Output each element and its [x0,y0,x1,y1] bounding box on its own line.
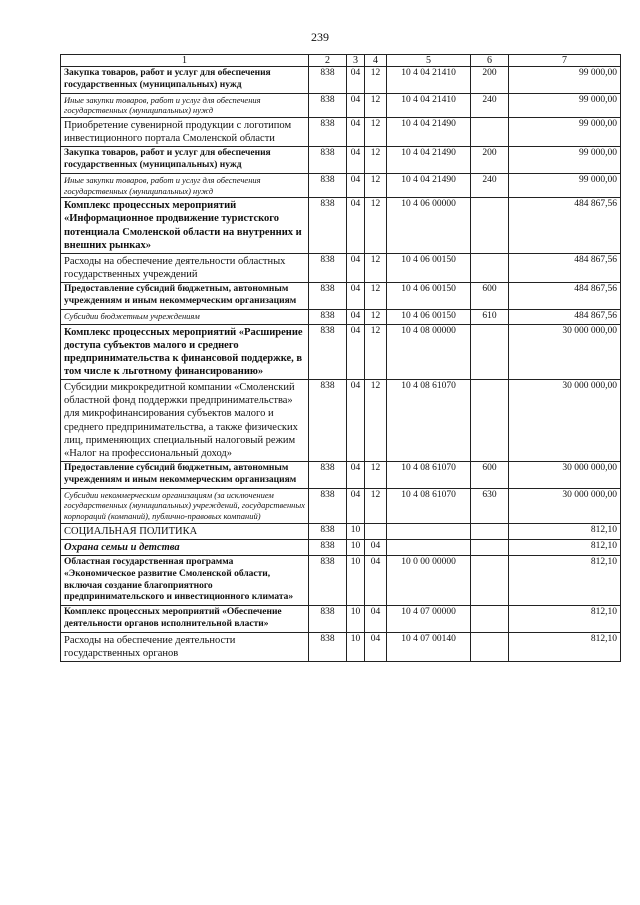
col-header-sum: 7 [509,55,621,67]
row-sum-cell: 30 000 000,00 [509,324,621,380]
row-name-cell: Иные закупки товаров, работ и услуг для обеспечения государственных (муниципальных) нужд [61,174,309,198]
table-row [61,253,621,282]
row-csr-cell: 10 0 00 00000 [387,555,471,606]
row-vr-cell [471,633,509,662]
col-header-pr: 4 [365,55,387,67]
row-name-cell: Комплекс процессных мероприятий «Обеспечение деятельности органов исполнительной власти» [61,606,309,633]
row-pr-cell [365,523,387,539]
col-header-csr: 5 [387,55,471,67]
row-ved-cell: 838 [309,67,347,94]
row-name-cell: Закупка товаров, работ и услуг для обеспечения государственных (муниципальных) нужд [61,147,309,174]
row-name-cell: СОЦИАЛЬНАЯ ПОЛИТИКА [61,523,309,539]
row-rz-cell: 04 [347,488,365,523]
row-csr-cell: 10 4 04 21490 [387,147,471,174]
row-vr-cell [471,555,509,606]
row-csr-cell: 10 4 04 21410 [387,93,471,117]
row-name-cell: Областная государственная программа «Экономическое развитие Смоленской области, включая создание благоприятного предпринимательского и инвестиционного климата» [61,555,309,606]
row-sum-cell: 30 000 000,00 [509,380,621,462]
row-ved-cell: 838 [309,283,347,310]
row-rz-cell: 04 [347,461,365,488]
row-rz-cell: 04 [347,380,365,462]
table-row [61,555,621,606]
row-sum-cell: 812,10 [509,523,621,539]
table-row [61,461,621,488]
row-rz-cell: 10 [347,555,365,606]
row-ved-cell: 838 [309,309,347,324]
row-csr-cell: 10 4 06 00150 [387,309,471,324]
table-row [61,118,621,147]
row-name-cell: Приобретение сувенирной продукции с логотипом инвестиционного портала Смоленской области [61,118,309,147]
row-pr-cell: 12 [365,118,387,147]
row-pr-cell: 12 [365,324,387,380]
row-rz-cell: 10 [347,633,365,662]
row-vr-cell [471,523,509,539]
row-name-cell: Комплекс процессных мероприятий «Информационное продвижение туристского потенциала Смоленской области на внутренних и внешних рынках» [61,198,309,254]
row-name-cell: Охрана семьи и детства [61,539,309,555]
row-vr-cell [471,198,509,254]
row-ved-cell: 838 [309,606,347,633]
row-vr-cell [471,606,509,633]
table-row [61,380,621,462]
row-vr-cell: 240 [471,174,509,198]
row-sum-cell: 812,10 [509,606,621,633]
row-name-cell: Предоставление субсидий бюджетным, автономным учреждениям и иным некоммерческим организациям [61,283,309,310]
table-row [61,198,621,254]
table-row [61,283,621,310]
row-ved-cell: 838 [309,555,347,606]
row-name-cell: Комплекс процессных мероприятий «Расширение доступа субъектов малого и среднего предпринимательства к финансовой поддержке, в том числе к льготному финансированию» [61,324,309,380]
row-rz-cell: 04 [347,174,365,198]
table-row [61,93,621,117]
row-rz-cell: 04 [347,93,365,117]
table-row [61,324,621,380]
table-row [61,488,621,523]
row-pr-cell: 04 [365,606,387,633]
row-vr-cell: 630 [471,488,509,523]
row-rz-cell: 04 [347,309,365,324]
row-csr-cell: 10 4 08 61070 [387,488,471,523]
row-rz-cell: 04 [347,324,365,380]
row-vr-cell: 610 [471,309,509,324]
row-sum-cell: 99 000,00 [509,67,621,94]
row-pr-cell: 04 [365,633,387,662]
row-rz-cell: 04 [347,283,365,310]
row-pr-cell: 12 [365,461,387,488]
row-name-cell: Расходы на обеспечение деятельности областных государственных учреждений [61,253,309,282]
row-ved-cell: 838 [309,539,347,555]
row-sum-cell: 99 000,00 [509,174,621,198]
row-name-cell: Субсидии некоммерческим организациям (за исключением государственных (муниципальных) учреждений, государственных корпораций (компаний), публично-правовых компаний) [61,488,309,523]
row-vr-cell: 200 [471,67,509,94]
row-sum-cell: 484 867,56 [509,309,621,324]
row-ved-cell: 838 [309,118,347,147]
col-header-ved: 2 [309,55,347,67]
row-pr-cell: 12 [365,198,387,254]
row-csr-cell: 10 4 08 61070 [387,380,471,462]
row-sum-cell: 812,10 [509,633,621,662]
row-ved-cell: 838 [309,380,347,462]
row-sum-cell: 30 000 000,00 [509,461,621,488]
col-header-rz: 3 [347,55,365,67]
header-row [61,55,621,67]
row-csr-cell [387,539,471,555]
row-rz-cell: 04 [347,67,365,94]
row-csr-cell: 10 4 06 00150 [387,283,471,310]
row-vr-cell [471,253,509,282]
row-csr-cell: 10 4 04 21410 [387,67,471,94]
table-row [61,606,621,633]
row-ved-cell: 838 [309,198,347,254]
row-rz-cell: 04 [347,147,365,174]
row-ved-cell: 838 [309,147,347,174]
row-sum-cell: 812,10 [509,539,621,555]
row-pr-cell: 12 [365,67,387,94]
table-row [61,633,621,662]
row-vr-cell: 600 [471,283,509,310]
row-pr-cell: 12 [365,380,387,462]
row-vr-cell: 600 [471,461,509,488]
col-header-name: 1 [61,55,309,67]
row-rz-cell: 10 [347,523,365,539]
row-csr-cell: 10 4 06 00150 [387,253,471,282]
row-pr-cell: 04 [365,555,387,606]
row-csr-cell: 10 4 04 21490 [387,174,471,198]
row-sum-cell: 99 000,00 [509,147,621,174]
row-ved-cell: 838 [309,324,347,380]
row-name-cell: Закупка товаров, работ и услуг для обеспечения государственных (муниципальных) нужд [61,67,309,94]
row-ved-cell: 838 [309,93,347,117]
row-pr-cell: 12 [365,283,387,310]
row-sum-cell: 484 867,56 [509,283,621,310]
row-rz-cell: 10 [347,539,365,555]
row-ved-cell: 838 [309,253,347,282]
row-sum-cell: 484 867,56 [509,253,621,282]
row-sum-cell: 99 000,00 [509,93,621,117]
row-vr-cell [471,118,509,147]
page-number: 239 [311,30,329,44]
row-ved-cell: 838 [309,523,347,539]
row-sum-cell: 30 000 000,00 [509,488,621,523]
row-pr-cell: 12 [365,93,387,117]
budget-table [60,54,621,662]
row-name-cell: Расходы на обеспечение деятельности государственных органов [61,633,309,662]
table-row [61,309,621,324]
row-ved-cell: 838 [309,633,347,662]
row-pr-cell: 12 [365,309,387,324]
row-sum-cell: 484 867,56 [509,198,621,254]
row-name-cell: Иные закупки товаров, работ и услуг для обеспечения государственных (муниципальных) нужд [61,93,309,117]
row-csr-cell: 10 4 08 00000 [387,324,471,380]
row-csr-cell: 10 4 07 00140 [387,633,471,662]
col-header-vr: 6 [471,55,509,67]
row-csr-cell: 10 4 07 00000 [387,606,471,633]
table-row [61,147,621,174]
row-ved-cell: 838 [309,461,347,488]
row-name-cell: Субсидии бюджетным учреждениям [61,309,309,324]
table-body [61,67,621,662]
row-csr-cell: 10 4 06 00000 [387,198,471,254]
table-row [61,174,621,198]
row-rz-cell: 04 [347,118,365,147]
row-csr-cell [387,523,471,539]
table-row [61,539,621,555]
row-pr-cell: 12 [365,488,387,523]
row-rz-cell: 04 [347,198,365,254]
table-row [61,523,621,539]
row-vr-cell [471,324,509,380]
row-rz-cell: 10 [347,606,365,633]
row-csr-cell: 10 4 08 61070 [387,461,471,488]
row-pr-cell: 12 [365,174,387,198]
row-vr-cell [471,380,509,462]
row-csr-cell: 10 4 04 21490 [387,118,471,147]
row-name-cell: Субсидии микрокредитной компании «Смоленский областной фонд поддержки предпринимательства» для микрофинансирования субъектов малого и среднего предпринимательства, а также физических лиц, применяющих специальный налоговый режим «Налог на профессиональный доход» [61,380,309,462]
row-pr-cell: 12 [365,147,387,174]
row-pr-cell: 12 [365,253,387,282]
table-row [61,67,621,94]
row-pr-cell: 04 [365,539,387,555]
row-sum-cell: 99 000,00 [509,118,621,147]
row-vr-cell: 240 [471,93,509,117]
row-sum-cell: 812,10 [509,555,621,606]
row-ved-cell: 838 [309,174,347,198]
row-vr-cell: 200 [471,147,509,174]
row-ved-cell: 838 [309,488,347,523]
row-name-cell: Предоставление субсидий бюджетным, автономным учреждениям и иным некоммерческим организациям [61,461,309,488]
row-rz-cell: 04 [347,253,365,282]
row-vr-cell [471,539,509,555]
